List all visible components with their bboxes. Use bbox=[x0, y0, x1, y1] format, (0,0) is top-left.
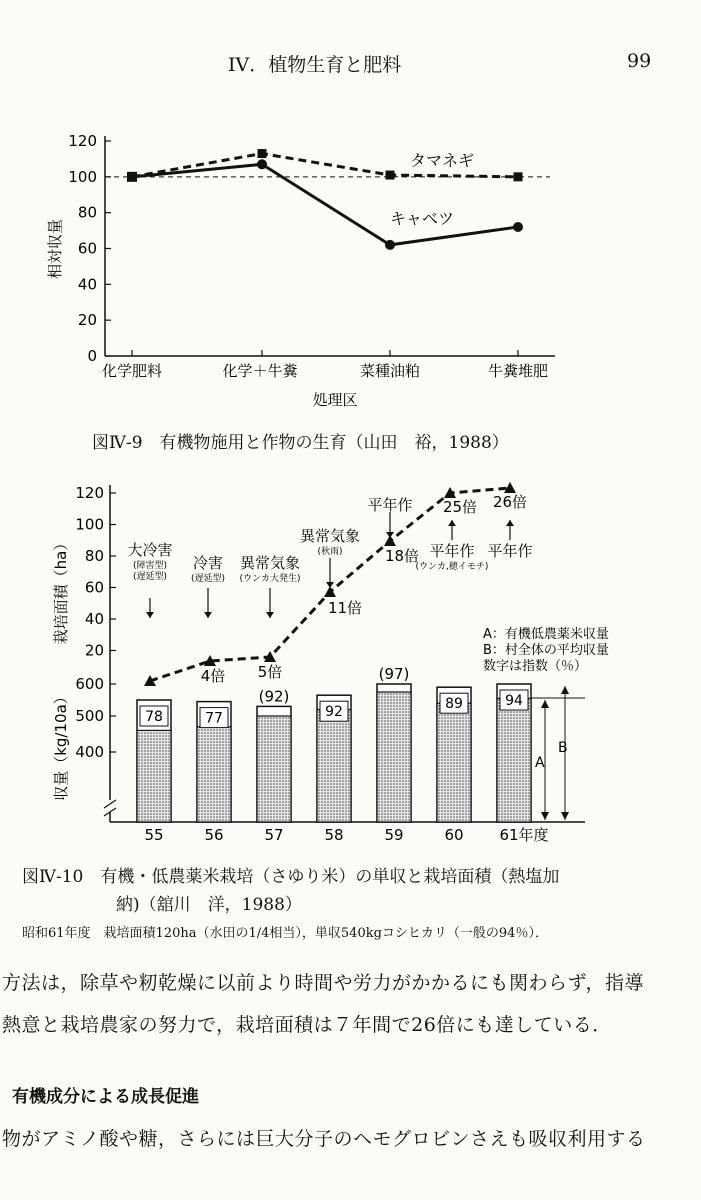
fig10-fold-label: 4倍 bbox=[200, 667, 226, 685]
fig10-fold-label: 26倍 bbox=[492, 493, 528, 511]
body-line-1: 方法は，除草や籾乾燥に以前より時間や労力がかかるにも関わらず，指導 bbox=[2, 972, 644, 994]
fig10-yield-tick-label: 500 bbox=[75, 707, 104, 725]
fig10-yield-tick-label: 600 bbox=[75, 675, 104, 693]
fig10-x-tick-label: 61年度 bbox=[499, 826, 549, 844]
fig10-axis-break bbox=[104, 800, 116, 808]
fig9-y-tick-label: 100 bbox=[68, 167, 97, 186]
fig10-event-label: 平年作 bbox=[487, 542, 533, 560]
fig10-bar-a bbox=[197, 727, 231, 822]
section-heading: 有機成分による成長促進 bbox=[12, 1087, 199, 1107]
fig10-bar-a bbox=[137, 730, 171, 822]
fig10-fold-label: 5倍 bbox=[257, 663, 283, 681]
fig9-series-label: キャベツ bbox=[390, 209, 455, 228]
fig9-y-tick-label: 0 bbox=[87, 347, 97, 365]
fig10-area-tick-label: 120 bbox=[75, 484, 104, 502]
fig10-legend-item: A：有機低農薬米収量 bbox=[483, 627, 609, 642]
fig10-index-label: 94 bbox=[505, 693, 523, 709]
fig10-legend-item: 数字は指数（％） bbox=[483, 659, 588, 674]
fig10-event-arrowhead bbox=[448, 520, 456, 526]
fig10-index-label: (92) bbox=[258, 687, 290, 706]
fig9-y-tick-label: 120 bbox=[68, 132, 97, 150]
fig10-legend-item: B：村全体の平均収量 bbox=[483, 643, 609, 658]
fig10-event-sublabel: (遅延型) bbox=[190, 574, 226, 584]
fig10-x-tick-label: 55 bbox=[144, 826, 164, 844]
fig10-event-sublabel: (秋雨) bbox=[317, 547, 343, 557]
fig10-bar-a bbox=[377, 692, 411, 822]
fig10-bar-a bbox=[257, 716, 291, 822]
fig10-x-tick-label: 56 bbox=[204, 826, 224, 844]
fig10-event-label: 大冷害 bbox=[127, 541, 173, 559]
page-header: IV．植物生育と肥料 bbox=[228, 54, 402, 76]
fig10-bar-a bbox=[497, 698, 531, 822]
fig10-index-label: (97) bbox=[378, 665, 410, 683]
fig10-bracket-arrowhead bbox=[561, 812, 569, 820]
fig10-event-label: 異常気象 bbox=[239, 554, 301, 572]
fig9-y-tick-label: 40 bbox=[77, 275, 97, 294]
fig10-fold-label: 11倍 bbox=[327, 599, 363, 617]
fig9-x-tick-label: 化学肥料 bbox=[101, 362, 163, 380]
fig10-area-tick-label: 20 bbox=[84, 641, 104, 660]
fig10-event-sublabel: (ウンカ,穂イモチ) bbox=[415, 562, 489, 572]
fig10-bracket-arrowhead bbox=[541, 700, 549, 708]
fig10-event-label: 異常気象 bbox=[299, 527, 361, 545]
figure-10-caption-line1: 図Ⅳ-10 有機・低農薬米栽培（さゆり米）の単収と栽培面積（熱塩加 bbox=[22, 867, 560, 887]
fig10-event-arrowhead bbox=[506, 520, 514, 526]
fig9-x-tick-label: 菜種油粕 bbox=[359, 362, 421, 380]
page-number: 99 bbox=[627, 50, 652, 72]
fig9-y-tick-label: 20 bbox=[77, 311, 97, 330]
fig10-event-sublabel: (障害型) bbox=[132, 561, 168, 571]
fig10-fold-label: 18倍 bbox=[384, 547, 420, 565]
fig10-event-sublabel: (ウンカ大発生) bbox=[239, 574, 301, 584]
fig10-bar-a bbox=[317, 710, 351, 822]
fig10-area-axis-label: 栽培面積（ha） bbox=[52, 535, 70, 645]
fig9-y-tick-label: 80 bbox=[77, 203, 97, 222]
figure-10-caption-line2: 納)（舘川 洋，1988） bbox=[116, 895, 302, 915]
fig10-area-tick-label: 80 bbox=[84, 547, 104, 565]
fig10-index-label: 92 bbox=[325, 704, 343, 721]
fig10-yield-tick-label: 400 bbox=[75, 743, 104, 761]
fig9-y-tick-label: 60 bbox=[77, 239, 97, 258]
fig10-event-arrowhead bbox=[326, 582, 334, 588]
fig10-bracket-arrowhead bbox=[561, 686, 569, 694]
fig10-event-sublabel: (遅延型) bbox=[132, 572, 168, 582]
fig10-event-label: 平年作 bbox=[367, 496, 413, 514]
fig9-series-label: タマネギ bbox=[410, 151, 475, 170]
fig10-bar-a bbox=[437, 703, 471, 822]
body-line-2: 熱意と栽培農家の努力で，栽培面積は７年間で26倍にも達している． bbox=[2, 1014, 612, 1036]
fig9-x-tick-label: 化学＋牛糞 bbox=[222, 362, 298, 380]
fig10-event-label: 冷害 bbox=[192, 554, 224, 572]
figure-10-note: 昭和61年度 栽培面積120ha（水田の1/4相当），単収540kgコシヒカリ（一般の94％）． bbox=[22, 926, 548, 941]
fig10-index-label: 89 bbox=[445, 696, 463, 713]
fig9-x-tick-label: 牛糞堆肥 bbox=[487, 362, 549, 380]
fig9-x-axis-label: 処理区 bbox=[312, 391, 358, 409]
fig10-event-arrowhead bbox=[146, 612, 154, 618]
fig10-area-tick-label: 60 bbox=[84, 578, 104, 597]
figure-9-caption: 図Ⅳ-9 有機物施用と作物の生育（山田 裕，1988） bbox=[92, 433, 509, 453]
fig10-fold-label: 25倍 bbox=[442, 498, 478, 516]
fig10-area-tick-label: 100 bbox=[75, 515, 104, 534]
fig10-event-arrowhead bbox=[266, 612, 274, 618]
fig10-event-arrowhead bbox=[204, 612, 212, 618]
fig10-x-tick-label: 57 bbox=[264, 826, 284, 844]
fig10-event-label: 平年作 bbox=[429, 542, 475, 560]
fig10-area-tick-label: 40 bbox=[84, 610, 104, 628]
fig9-y-axis-label: 相対収量 bbox=[46, 218, 64, 280]
fig10-x-tick-label: 59 bbox=[384, 826, 404, 844]
fig10-bracket-label: A bbox=[535, 755, 545, 771]
fig10-yield-axis-label: 収量（kg/10a） bbox=[52, 689, 70, 801]
fig10-bracket-arrowhead bbox=[541, 812, 549, 820]
body-line-3: 物がアミノ酸や糖，さらには巨大分子のヘモグロビンさえも吸収利用する bbox=[2, 1128, 646, 1150]
fig10-index-label: 77 bbox=[205, 710, 223, 727]
fig10-event-arrowhead bbox=[386, 532, 394, 538]
fig10-x-tick-label: 60 bbox=[444, 826, 464, 844]
fig10-index-label: 78 bbox=[145, 709, 163, 725]
fig10-x-tick-label: 58 bbox=[324, 826, 344, 844]
fig10-bracket-label: B bbox=[558, 740, 568, 756]
